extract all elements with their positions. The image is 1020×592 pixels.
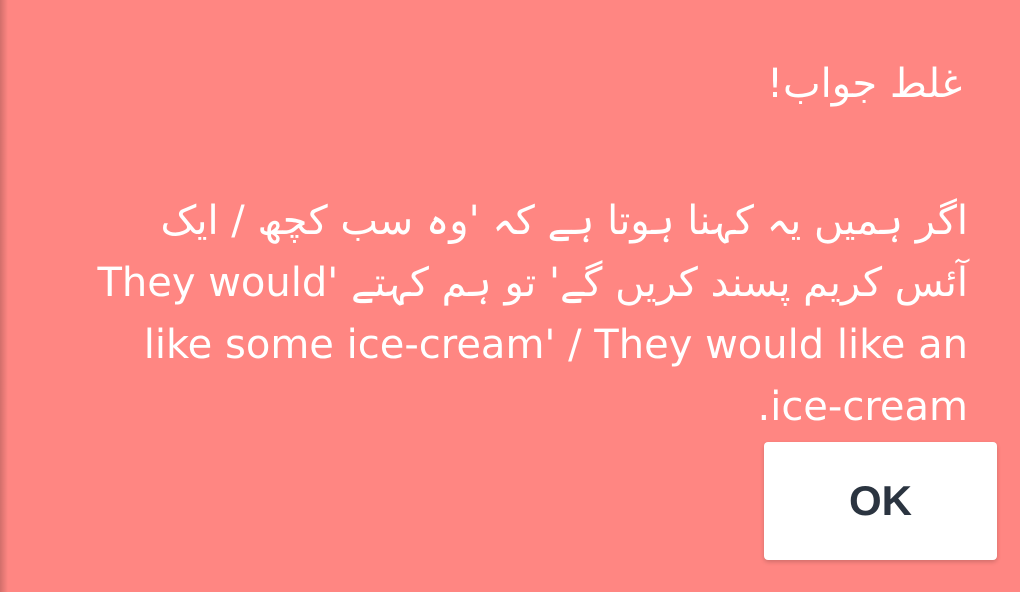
dialog-title: غلط جواب! xyxy=(766,61,962,107)
edge-shadow xyxy=(0,0,8,592)
dialog-message: اگر ہمیں یہ کہنا ہوتا ہے کہ 'وہ سب کچھ / ایک آئس کریم پسند کریں گے' تو ہم کہتے 'They would like some ice-cream' / They would like an ice-cream. xyxy=(97,198,968,430)
ok-button[interactable]: OK xyxy=(764,442,997,560)
